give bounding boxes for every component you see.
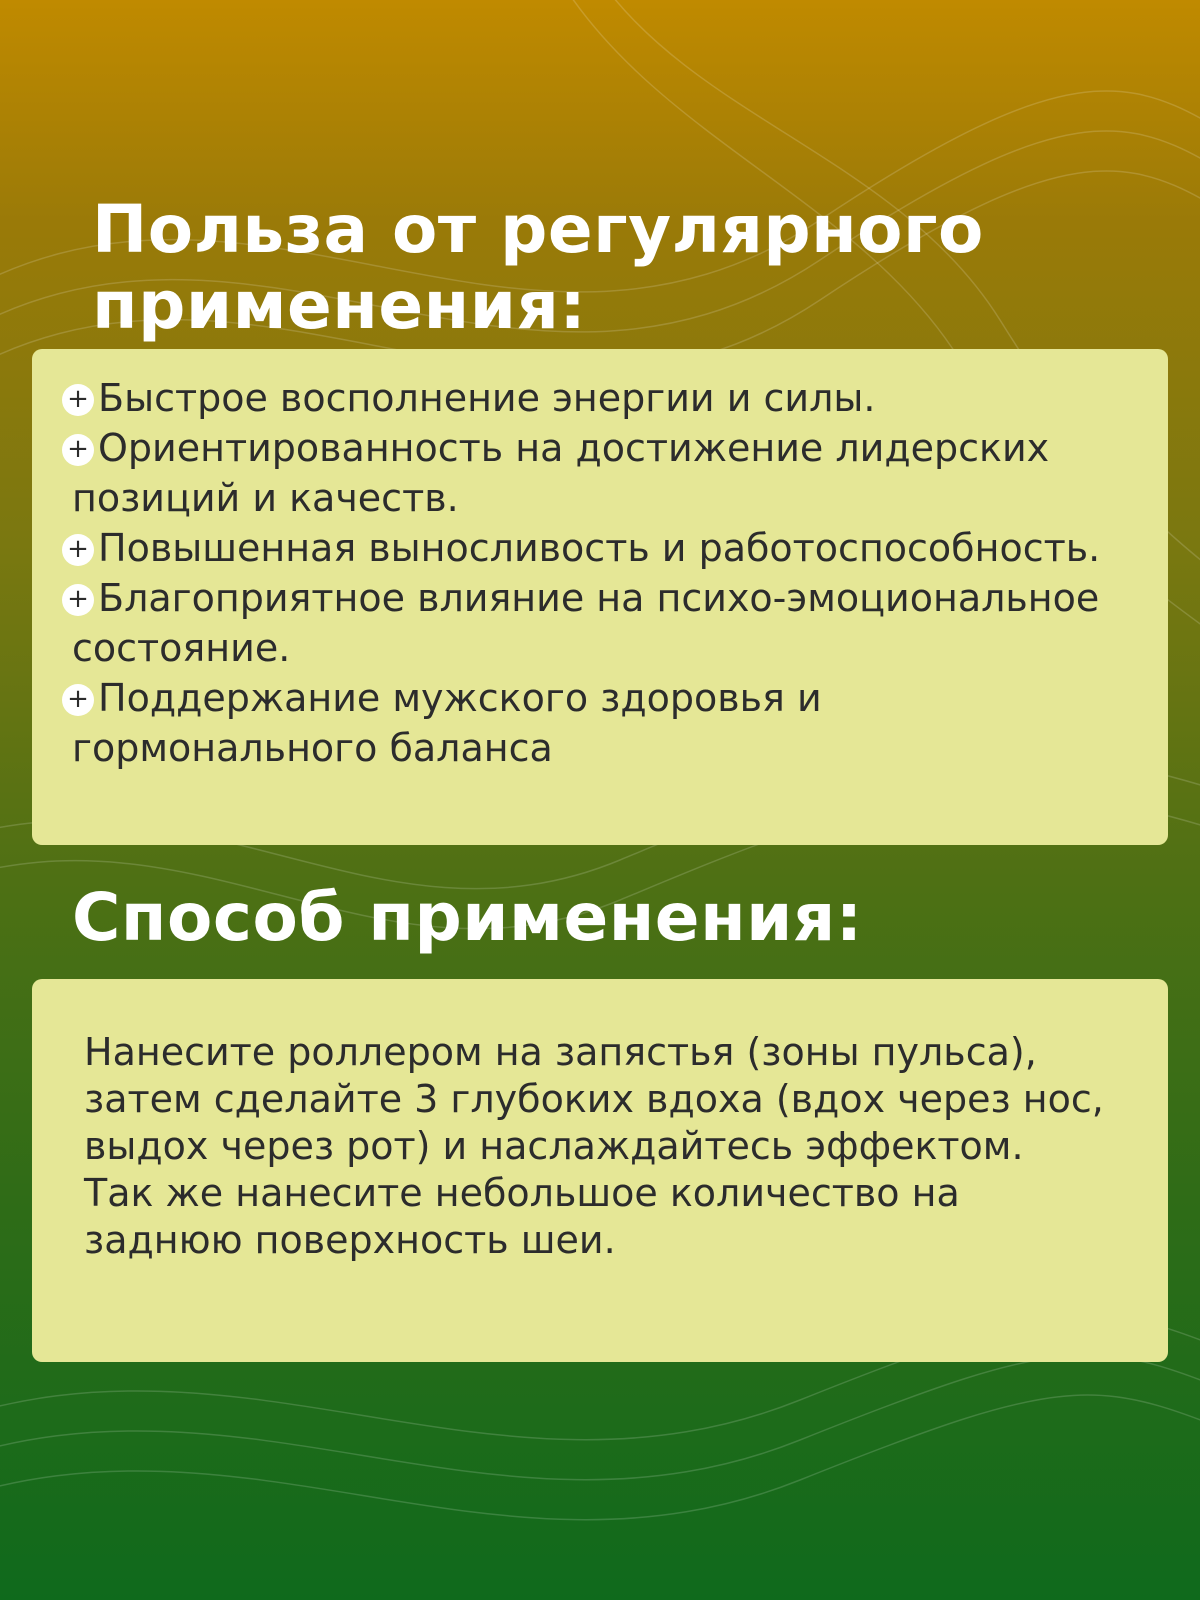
usage-title: Способ применения: <box>72 879 863 956</box>
benefits-title: Польза от регулярного применения: <box>92 191 984 344</box>
plus-circle-icon: + <box>62 584 94 616</box>
plus-circle-icon: + <box>62 384 94 416</box>
benefit-text: Поддержание мужского здоровья и гормонального баланса <box>72 676 822 770</box>
plus-circle-icon: + <box>62 534 94 566</box>
usage-card <box>32 979 1168 1362</box>
plus-circle-icon: + <box>62 684 94 716</box>
benefit-item <box>67 523 1128 573</box>
benefit-item <box>67 373 1128 423</box>
benefit-text: Быстрое восполнение энергии и силы. <box>98 376 876 420</box>
benefit-item <box>67 673 1128 773</box>
plus-circle-icon: + <box>62 434 94 466</box>
benefit-item <box>67 423 1128 523</box>
benefit-text: Повышенная выносливость и работоспособность. <box>98 526 1101 570</box>
usage-instructions: Нанесите роллером на запястья (зоны пульса), затем сделайте 3 глубоких вдоха (вдох через нос, выдох через рот) и наслаждайтесь эффектом. <box>84 1030 1104 1168</box>
usage-neck-instructions: Так же нанесите небольшое количество на заднюю поверхность шеи. <box>84 1171 960 1262</box>
benefit-text: Ориентированность на достижение лидерских позиций и качеств. <box>72 426 1050 520</box>
benefit-item <box>67 573 1128 673</box>
benefits-card <box>32 349 1168 845</box>
benefit-text: Благоприятное влияние на психо-эмоциональное состояние. <box>72 576 1100 670</box>
